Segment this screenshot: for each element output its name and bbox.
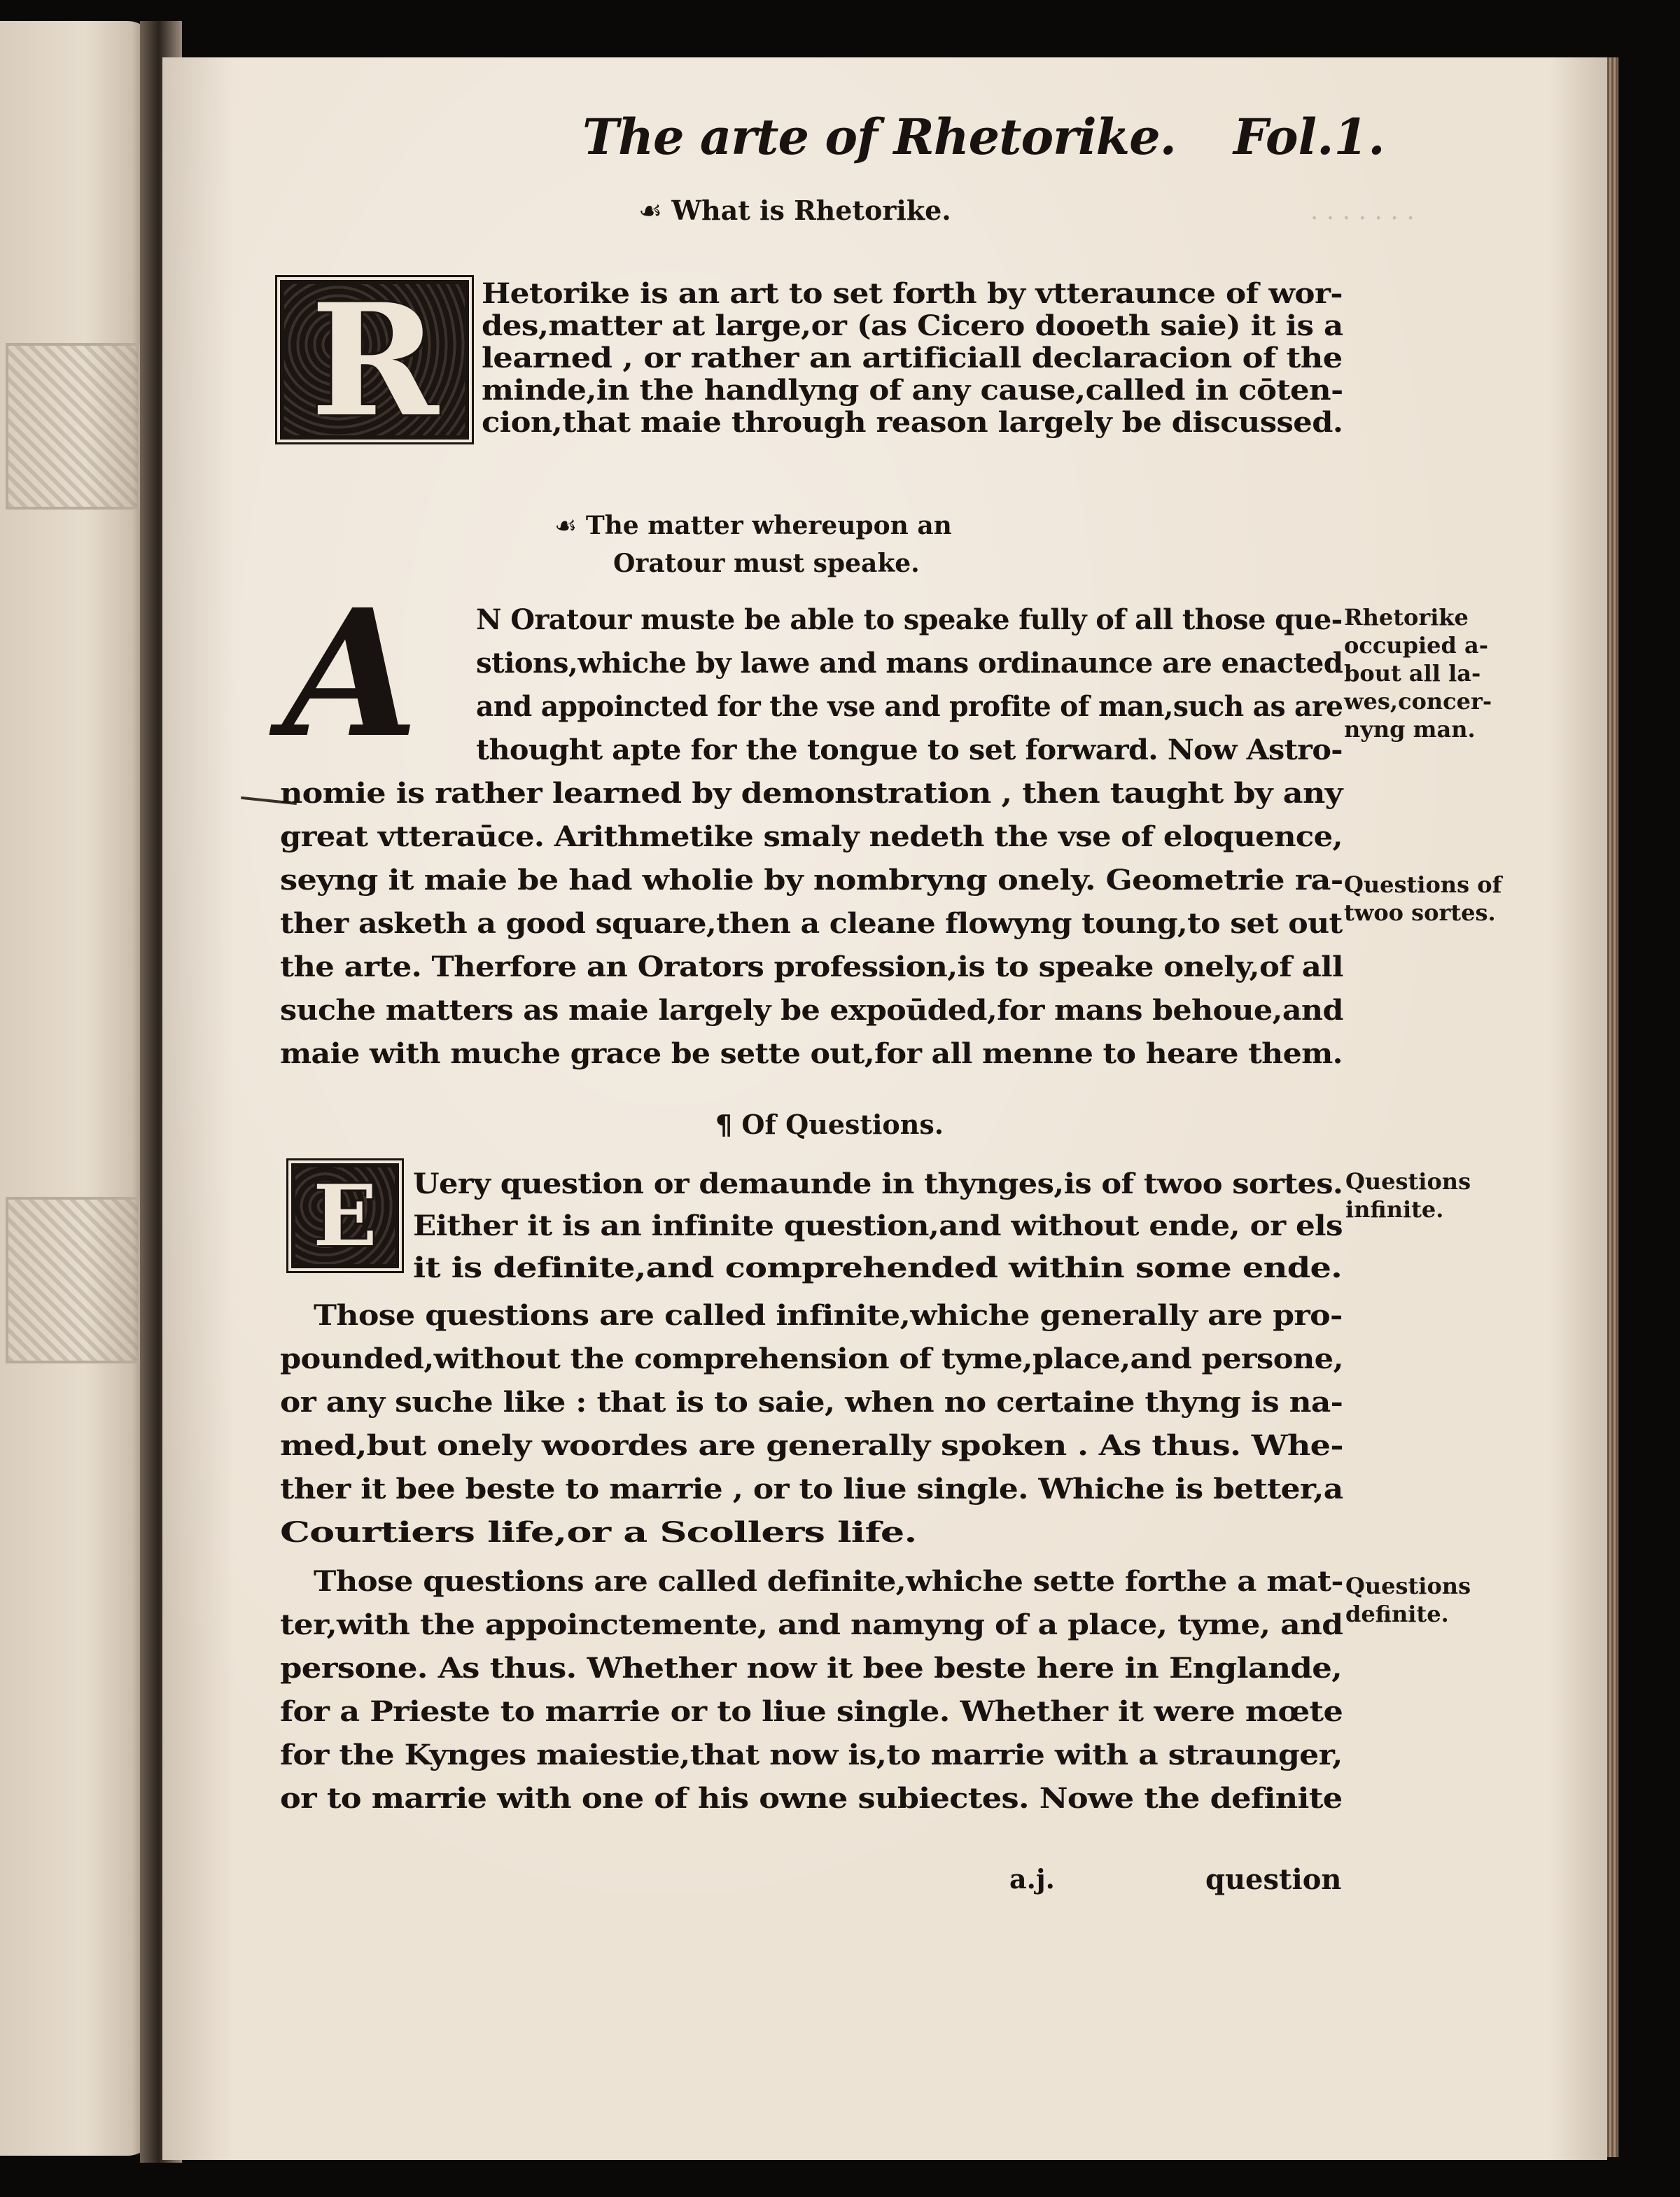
margin-note-line: definite. <box>1345 1601 1449 1627</box>
margin-note-line: Rhetorike <box>1344 604 1469 631</box>
text-line: Those questions are called infinite,whiche generally are pro- <box>314 1299 1343 1332</box>
margin-note-line: bout all la- <box>1344 660 1481 687</box>
text-line: persone. As thus. Whether now it bee beste here in Englande, <box>280 1652 1343 1685</box>
leaf-icon: ☙ <box>554 512 578 540</box>
decorated-initial <box>280 269 469 451</box>
text-line: pounded,without the comprehension of tyme,place,and persone, <box>280 1342 1343 1375</box>
text-line: Either it is an infinite question,and without ende, or els <box>413 1209 1343 1242</box>
text-line: or to marrie with one of his owne subiectes. Nowe the definite <box>280 1782 1343 1815</box>
text-line: learned , or rather an artificiall declaracion of the <box>482 342 1343 374</box>
text-line: great vtteraūce. Arithmetike smaly nedeth the vse of eloquence, <box>280 820 1343 853</box>
text-line: stions,whiche by lawe and mans ordinaunce are enacted <box>476 647 1343 680</box>
text-line: seyng it maie be had wholie by nombryng onely. Geometrie ra- <box>280 864 1343 897</box>
leaf-icon: ☙ <box>638 195 663 226</box>
text-line: Uery question or demaunde in thynges,is of twoo sortes. <box>413 1167 1343 1200</box>
large-initial: A <box>283 570 419 776</box>
text-line: ther asketh a good square,then a cleane flowyng toung,to set out <box>280 907 1343 940</box>
text-line: N Oratour muste be able to speake fully of all those que- <box>476 603 1343 636</box>
text-line: Hetorike is an art to set forth by vtteraunce of wor- <box>482 277 1343 310</box>
previous-page <box>0 21 155 2156</box>
pilcrow-icon: ¶ <box>715 1109 733 1140</box>
section-heading-text: Of Questions. <box>741 1109 944 1140</box>
signature-mark: a.j. <box>1009 1863 1055 1895</box>
margin-note <box>1345 1167 1471 1223</box>
ornament-bleed-through <box>6 343 141 510</box>
text-line: it is definite,and comprehended within some ende. <box>413 1251 1343 1284</box>
text-line: and appoincted for the vse and profite of man,such as are <box>476 690 1343 723</box>
running-title: The arte of Rhetorike. <box>582 108 1177 166</box>
section-heading-text: The matter whereupon an <box>585 511 952 540</box>
catchword: question <box>1205 1863 1342 1896</box>
margin-note-line: Questions <box>1345 1168 1471 1195</box>
margin-note <box>1344 603 1492 743</box>
text-line: ther it bee beste to marrie , or to liue single. Whiche is better,a <box>280 1473 1343 1505</box>
section-heading <box>554 511 952 540</box>
text-line: med,but onely woordes are generally spoken . As thus. Whe- <box>280 1429 1343 1462</box>
margin-note-line: twoo sortes. <box>1344 899 1496 926</box>
initial-letter: E <box>313 1166 377 1265</box>
margin-note <box>1344 871 1502 927</box>
margin-note-line: nyng man. <box>1344 716 1476 743</box>
decorated-initial <box>291 1163 399 1268</box>
book-page <box>162 57 1607 2160</box>
margin-note-line: Questions of <box>1344 871 1502 898</box>
text-line: or any suche like : that is to saie, when no certaine thyng is na- <box>280 1386 1343 1419</box>
folio-number: Fol.1. <box>1233 108 1385 166</box>
initial-letter: R <box>310 269 439 451</box>
section-heading <box>638 195 951 226</box>
text-line: suche matters as maie largely be expoūded,for mans behoue,and <box>280 994 1343 1027</box>
text-line: Those questions are called definite,whiche sette forthe a mat- <box>314 1565 1343 1598</box>
margin-note <box>1345 1572 1471 1628</box>
margin-note-line: wes,concer- <box>1344 688 1492 715</box>
text-line: maie with muche grace be sette out,for all menne to heare them. <box>280 1037 1343 1070</box>
section-heading <box>715 1109 944 1140</box>
text-line: ter,with the appoinctemente, and namyng of a place, tyme, and <box>280 1608 1343 1641</box>
text-line: thought apte for the tongue to set forward. Now Astro- <box>476 733 1343 766</box>
text-line: the arte. Therfore an Orators profession,is to speake onely,of all <box>280 950 1343 983</box>
ornament-bleed-through <box>6 1197 141 1363</box>
text-line: des,matter at large,or (as Cicero dooeth saie) it is a <box>482 309 1343 342</box>
show-through-text: · · · · · · · <box>1310 204 1415 233</box>
text-line: minde,in the handlyng of any cause,called in cōten- <box>482 374 1343 407</box>
text-line: nomie is rather learned by demonstration , then taught by any <box>280 777 1343 810</box>
text-line: Courtiers life,or a Scollers life. <box>280 1516 917 1549</box>
margin-note-line: Questions <box>1345 1573 1471 1599</box>
margin-note-line: occupied a- <box>1344 632 1488 659</box>
text-line: for a Prieste to marrie or to liue single. Whether it were mœte <box>280 1695 1343 1728</box>
text-line: cion,that maie through reason largely be discussed. <box>482 406 1343 439</box>
text-line: for the Kynges maiestie,that now is,to marrie with a straunger, <box>280 1739 1343 1771</box>
section-heading-continued: Oratour must speake. <box>613 549 920 578</box>
margin-note-line: infinite. <box>1345 1196 1444 1223</box>
section-heading-text: What is Rhetorike. <box>671 195 951 226</box>
